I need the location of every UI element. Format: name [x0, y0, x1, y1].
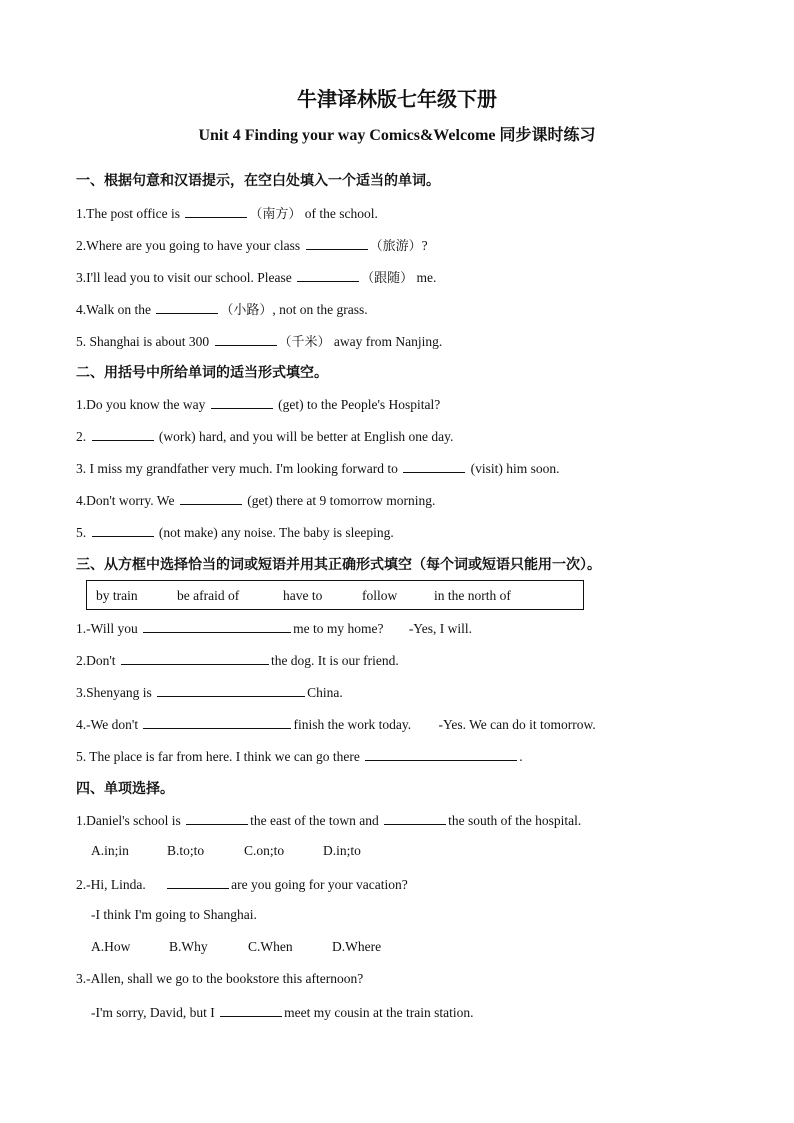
answer-blank[interactable]: [220, 1003, 282, 1017]
answer-blank[interactable]: [167, 875, 229, 889]
choice-b[interactable]: B.to;to: [167, 843, 205, 858]
word-option: be afraid of: [177, 588, 240, 603]
answer-blank[interactable]: [211, 395, 273, 409]
answer-blank[interactable]: [215, 332, 277, 346]
s1-item-1: 1.The post office is （南方） of the school.: [76, 206, 378, 222]
s1-item-3: 3.I'll lead you to visit our school. Please （跟随） me.: [76, 270, 437, 286]
answer-blank[interactable]: [306, 236, 368, 250]
section3-heading: 三、从方框中选择恰当的词或短语并用其正确形式填空（每个词或短语只能用一次）。: [76, 557, 601, 573]
s4-q2-answer: -I think I'm going to Shanghai.: [91, 907, 257, 922]
answer-blank[interactable]: [92, 427, 154, 441]
choice-c[interactable]: C.When: [248, 939, 293, 954]
s3-item-3: 3.Shenyang is China.: [76, 685, 343, 700]
s4-q3: 3.-Allen, shall we go to the bookstore this afternoon?: [76, 971, 364, 986]
word-option: follow: [362, 588, 398, 603]
s4-q1: 1.Daniel's school is the east of the town and the south of the hospital.: [76, 813, 582, 828]
s3-item-2: 2.Don't the dog. It is our friend.: [76, 653, 399, 668]
section4-heading: 四、单项选择。: [76, 781, 174, 797]
answer-blank[interactable]: [143, 715, 291, 729]
answer-blank[interactable]: [157, 683, 305, 697]
answer-blank[interactable]: [156, 300, 218, 314]
s3-item-5: 5. The place is far from here. I think we can go there .: [76, 749, 523, 764]
s2-item-4: 4.Don't worry. We (get) there at 9 tomorrow morning.: [76, 493, 436, 508]
answer-blank[interactable]: [297, 268, 359, 282]
section2-heading: 二、用括号中所给单词的适当形式填空。: [76, 365, 328, 381]
answer-blank[interactable]: [384, 811, 446, 825]
word-box: [86, 580, 584, 610]
s2-item-2: 2. (work) hard, and you will be better at English one day.: [76, 429, 454, 444]
answer-blank[interactable]: [365, 747, 517, 761]
choice-d[interactable]: D.in;to: [323, 843, 361, 858]
s2-item-5: 5. (not make) any noise. The baby is sleeping.: [76, 525, 394, 540]
choice-a[interactable]: A.in;in: [91, 843, 129, 858]
word-option: in the north of: [434, 588, 511, 603]
answer-blank[interactable]: [403, 459, 465, 473]
word-option: by train: [96, 588, 138, 603]
s3-item-4: 4.-We don't finish the work today. -Yes. We can do it tomorrow.: [76, 717, 596, 732]
s1-item-2: 2.Where are you going to have your class （旅游）?: [76, 238, 428, 254]
answer-blank[interactable]: [186, 811, 248, 825]
answer-blank[interactable]: [121, 651, 269, 665]
word-option: have to: [283, 588, 323, 603]
s2-item-3: 3. I miss my grandfather very much. I'm looking forward to (visit) him soon.: [76, 461, 560, 476]
page-title: 牛津译林版七年级下册: [297, 87, 497, 111]
page-subtitle: Unit 4 Finding your way Comics&Welcome 同步课时练习: [198, 127, 596, 144]
answer-blank[interactable]: [92, 523, 154, 537]
choice-c[interactable]: C.on;to: [244, 843, 285, 858]
choice-b[interactable]: B.Why: [169, 939, 208, 954]
s1-item-4: 4.Walk on the （小路）, not on the grass.: [76, 302, 368, 318]
s3-item-1: 1.-Will you me to my home? -Yes, I will.: [76, 621, 472, 636]
choice-a[interactable]: A.How: [91, 939, 131, 954]
s1-item-5: 5. Shanghai is about 300 （千米） away from Nanjing.: [76, 334, 443, 350]
choice-d[interactable]: D.Where: [332, 939, 382, 954]
answer-blank[interactable]: [180, 491, 242, 505]
answer-blank[interactable]: [143, 619, 291, 633]
s4-q3-reply: -I'm sorry, David, but I meet my cousin at the train station.: [91, 1005, 474, 1020]
s2-item-1: 1.Do you know the way (get) to the People's Hospital?: [76, 397, 441, 412]
s4-q2: 2.-Hi, Linda. are you going for your vacation?: [76, 877, 408, 892]
answer-blank[interactable]: [185, 204, 247, 218]
section1-heading: 一、根据句意和汉语提示，在空白处填入一个适当的单词。: [76, 173, 440, 189]
